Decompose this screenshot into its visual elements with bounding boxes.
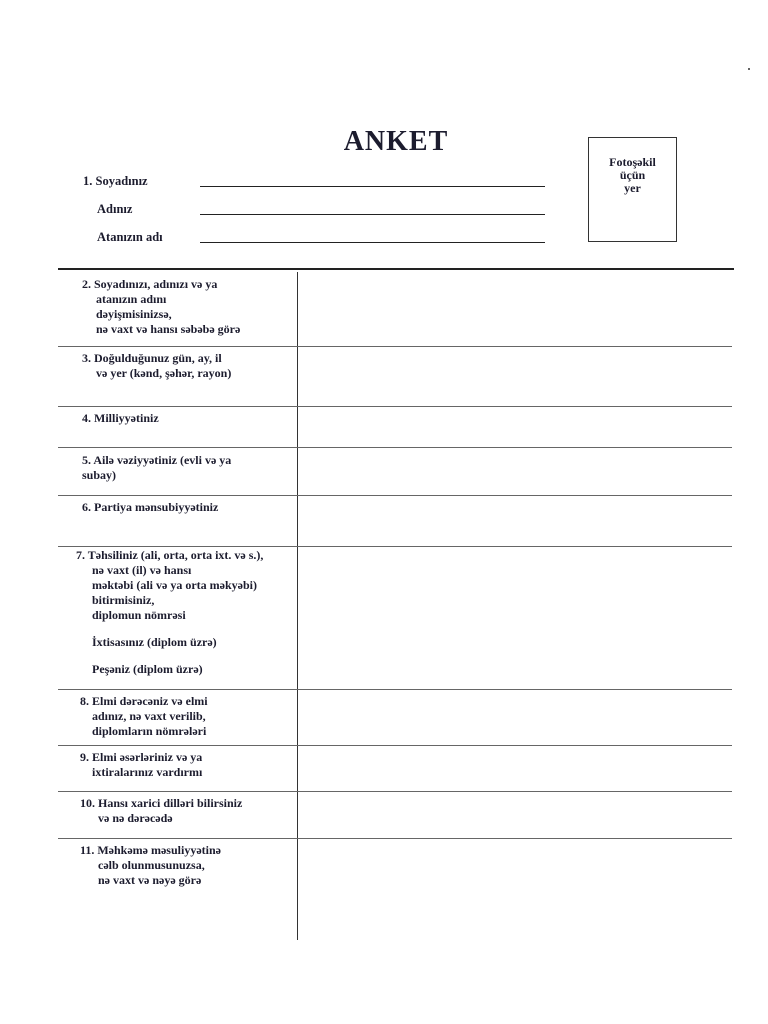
question-7-education [72, 548, 298, 677]
question-line: 10. Hansı xarici dilləri bilirsiniz [80, 796, 243, 810]
first-name-label: Adınız [97, 202, 133, 216]
question-line: İxtisasınız (diplom üzrə) [92, 635, 217, 649]
row-divider [58, 689, 732, 690]
question-line: cəlb olunmusunuzsa, [98, 858, 205, 872]
question-9-works-inventions [72, 750, 298, 780]
question-line: 5. Ailə vəziyyətiniz (evli və ya [82, 453, 232, 467]
question-line: subay) [82, 468, 117, 482]
form-title: ANKET [343, 126, 449, 157]
row-divider [58, 791, 732, 792]
question-line: nə vaxt (il) və hansı [92, 563, 192, 577]
patronymic-input-line[interactable] [200, 242, 545, 243]
question-line: 8. Elmi dərəcəniz və elmi [80, 694, 208, 708]
question-line: 2. Soyadınızı, adınızı və ya [82, 277, 218, 291]
row-divider [58, 495, 732, 496]
photo-box-line: üçün [619, 168, 646, 182]
surname-field [0, 172, 560, 192]
patronymic-label: Atanızın adı [97, 230, 163, 244]
row-divider [58, 838, 732, 839]
surname-label: 1. Soyadınız [83, 174, 148, 188]
row-divider [58, 406, 732, 407]
question-line: və yer (kənd, şəhər, rayon) [96, 366, 232, 380]
row-divider [58, 447, 732, 448]
question-2-name-change [72, 277, 298, 337]
question-line: 9. Elmi əsərləriniz və ya [80, 750, 203, 764]
question-line: nə vaxt və nəyə görə [98, 873, 202, 887]
first-name-field [0, 200, 560, 220]
question-line: bitirmisiniz, [92, 593, 155, 607]
question-5-marital-status [72, 453, 298, 483]
question-line: 11. Məhkəmə məsuliyyətinə [80, 843, 221, 857]
question-line: 4. Milliyyətiniz [82, 411, 159, 425]
question-line: dəyişmisinizsə, [96, 307, 172, 321]
photo-box-line: yer [624, 181, 641, 195]
question-line: məktəbi (ali və ya orta məkyəbi) [92, 578, 257, 592]
question-line: diplomun nömrəsi [92, 608, 186, 622]
question-line: atanızın adını [96, 292, 167, 306]
photo-placeholder-box [588, 137, 677, 242]
question-line: 7. Təhsiliniz (ali, orta, orta ixt. və s.), [76, 548, 264, 562]
question-6-party [72, 500, 298, 515]
question-line: ixtiralarınız vardırmı [92, 765, 203, 779]
question-line: və nə dərəcədə [98, 811, 173, 825]
question-4-nationality [72, 411, 298, 426]
row-divider [58, 346, 732, 347]
question-line: nə vaxt və hansı səbəbə görə [96, 322, 241, 336]
table-top-rule [58, 268, 734, 270]
surname-input-line[interactable] [200, 186, 545, 187]
question-10-languages [72, 796, 298, 826]
question-line: 3. Doğulduğunuz gün, ay, il [82, 351, 222, 365]
question-line: diplomların nömrələri [92, 724, 207, 738]
question-line: Peşəniz (diplom üzrə) [92, 662, 203, 676]
first-name-input-line[interactable] [200, 214, 545, 215]
row-divider [58, 546, 732, 547]
question-line: 6. Partiya mənsubiyyətiniz [82, 500, 219, 514]
photo-box-line: Fotoşəkil [609, 155, 656, 169]
row-divider [58, 745, 732, 746]
question-3-birth [72, 351, 298, 381]
scan-speck [748, 68, 750, 70]
patronymic-field [0, 228, 560, 248]
question-8-academic-degree [72, 694, 298, 739]
question-line: adınız, nə vaxt verilib, [92, 709, 206, 723]
question-11-court-liability [72, 843, 298, 888]
